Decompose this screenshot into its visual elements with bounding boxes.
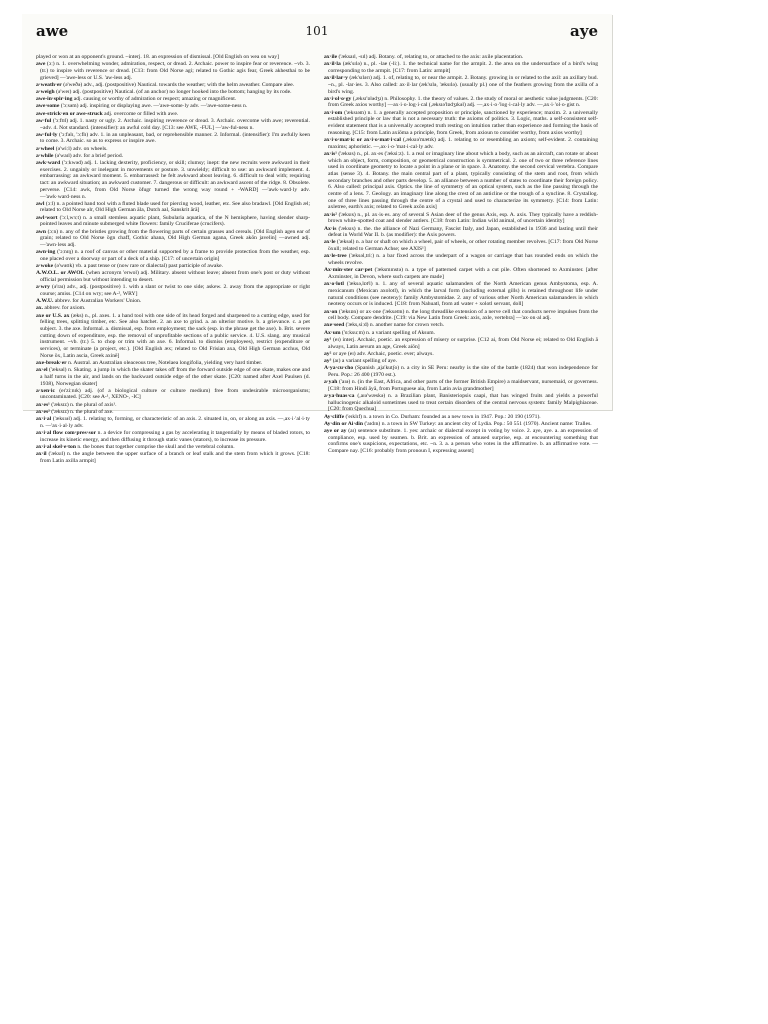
- dictionary-entry: [324, 137, 598, 150]
- entry-headword: awe: [36, 61, 46, 68]
- dictionary-entry: [324, 75, 598, 95]
- entry-headword: ay¹: [324, 336, 332, 343]
- entry-definition: played or won at an opponent's ground. ~interj. 18. an expression of dismissal. [Old English on wea on way]: [36, 54, 279, 60]
- entry-headword: a·woke: [36, 263, 54, 270]
- entry-definition: (ɔːl) n. a pointed hand tool with a fluted blade used for piercing wood, leather, etc. See also bradawl. [Old English æl; related to Old Norse alr, Old High German āla, Dutch aal, Sanskrit ārā]: [40, 200, 310, 214]
- entry-definition: n. Austral. an Australian oleaceous tree, Notelaea longifolia, yielding very hard timber.: [68, 359, 263, 366]
- guide-word-left: awe: [36, 22, 69, 40]
- page-header: [36, 22, 598, 48]
- entry-columns: [36, 54, 599, 464]
- entry-definition: ('æksɪz) n. the plural of axis¹.: [51, 401, 117, 408]
- entry-headword: ay³: [324, 357, 332, 364]
- entry-definition: adj. overcome or filled with awe.: [104, 110, 179, 117]
- entry-definition: (Spanish ,aja'kutʃo) n. a city in SE Peru: nearby is the site of the battle (1824) that won independence for Peru. Pop.: 26 400 (1970 est.).: [328, 365, 598, 378]
- dictionary-entry: [36, 132, 310, 145]
- dictionary-entry: [36, 409, 310, 416]
- entry-definition: abbrev. for axiom.: [44, 305, 86, 312]
- entry-headword: a·xen·ic: [36, 387, 55, 394]
- entry-definition: ('æksə,lɒtˡl) n. 1. any of several aquatic salamanders of the North American genus Ambystoma, esp. A. mexicanum (Mexican axolotl), in which the larval form (including external gills) is retained throughout life under natural conditions (see neoteny): family Ambystomidae. 2. any of various other North American salamanders in which neoteny occurs or is induced. [C18: from Nahuatl, from atl water + xolotl servant, doll]: [328, 281, 598, 308]
- entry-definition: (ɔː) n. 1. overwhelming wonder, admiration, respect, or dread. 2. Archaic. power to inspire fear or reverence. ~vb. 3. (tr.) to inspire with reverence or dread. [C13: from Old Norse agi; related to Gothic agis fear, Greek akhesthai to be grieved] —'awe-less or U.S. 'aw-less adj.: [40, 61, 310, 81]
- entry-headword: a·while: [36, 152, 54, 159]
- dictionary-entry: [36, 444, 310, 451]
- dictionary-entry: [36, 430, 310, 443]
- entry-definition: ('æksəl) n. a bar or shaft on which a wheel, pair of wheels, or other rotating member revolves. [C17: from Old Norse öxull; related to German Achse; see AXIS¹]: [328, 239, 598, 253]
- guide-word-right: aye: [570, 22, 598, 40]
- entry-headword: awl: [36, 200, 45, 207]
- dictionary-entry: [36, 451, 310, 464]
- entry-headword: awn: [36, 228, 46, 235]
- entry-headword: ax.: [36, 305, 43, 312]
- entry-headword: aye or ay: [324, 427, 347, 434]
- dictionary-page: [22, 14, 612, 464]
- entry-definition: ('æksɪəl) adj. 1. relating to, forming, or characteristic of an axis. 2. situated in, on, or along an axis. —,ax·i·'al·i·ty n. —'ax·i·al·ly adv.: [40, 416, 310, 429]
- entry-definition: (eɪ) interj. Archaic, poetic. an expression of misery or surprise. [C12 ai, from Old Norse ei; related to Old English ā always, Latin aevum an age, Greek aiōn]: [328, 336, 598, 350]
- entry-definition: (ɔːn) n. any of the bristles growing from the flowering parts of certain grasses and cereals. [Old English agen ear of grain; related to Old Norse ögn chaff, Gothic ahana, Old High German agana, Greek akōn javelin] —awned adj. —'awn·less adj.: [40, 228, 310, 248]
- dictionary-entry: [36, 284, 310, 297]
- dictionary-entry: [324, 110, 598, 137]
- entry-headword: awk·ward: [36, 160, 61, 167]
- dictionary-entry: [324, 96, 598, 109]
- entry-headword: axe or U.S. ax: [36, 312, 70, 319]
- entry-definition: ('ɔːfʊl) adj. 1. nasty or ugly. 2. Archaic. inspiring reverence or dread. 3. Archaic. overcome with awe; reverential. ~adv. 4. Not standard. (intensifier): an awful cold day. [C13: see AWE, -FUL] —'aw-ful-ness n.: [40, 117, 310, 131]
- dictionary-entry: [36, 305, 310, 312]
- entry-headword: aw·ful·ly: [36, 131, 58, 138]
- entry-definition: n. a device for compressing a gas by accelerating it tangentially by means of bladed rotors, to increase its kinetic energy, and then diffusing it through static vanes (stators), to increase its pressure.: [40, 429, 310, 443]
- entry-headword: ax·el: [36, 367, 48, 374]
- entry-definition: ('aɪə) n. (in the East, Africa, and other parts of the former British Empire) a maidservant, nursemaid, or governess. [C18: from Hindi āyā, from Portuguese aia, from Latin avia grandmother]: [328, 379, 598, 392]
- dictionary-entry: [36, 360, 310, 367]
- dictionary-entry: [324, 358, 598, 365]
- entry-definition: adj. causing or worthy of admiration or respect; amazing or magnificent.: [73, 96, 237, 103]
- entry-definition: ('eɪklɪf) n. a town in Co. Durham: founded as a new town in 1947. Pop.: 20 190 (1971).: [345, 413, 541, 420]
- entry-headword: axe·seed: [324, 322, 345, 329]
- entry-headword: awn·ing: [36, 249, 56, 256]
- entry-definition: ('ɔːnɪŋ) n. a roof of canvas or other material supported by a frame to provide protection from the weather, esp. one placed over a doorway or part of a deck of a ship. [C17: of uncertain origin]: [40, 249, 311, 262]
- dictionary-entry: [36, 153, 310, 160]
- entry-definition: n. the bones that together comprise the skull and the vertebral column.: [77, 443, 235, 450]
- dictionary-entry: [36, 61, 310, 81]
- dictionary-entry: [324, 330, 598, 337]
- entry-headword: axe-break·er: [36, 359, 67, 366]
- entry-headword: aw·ful: [36, 117, 52, 124]
- dictionary-entry: [324, 54, 598, 61]
- entry-headword: ax·is¹: [324, 150, 337, 157]
- entry-definition: (ə'weðə) adv., adj. (postpositive) Nautical. towards the weather; with the helm aweather. Compare alee.: [63, 81, 295, 88]
- entry-headword: ax·i·o·mat·ic or ax·i·o·mat·i·cal: [324, 136, 401, 143]
- entry-headword: ax·on: [324, 308, 338, 315]
- entry-definition: ('æksəl) n. Skating. a jump in which the skater takes off from the forward outside edge of one skate, makes one and a half turns in the air, and lands on the backward outside edge of the other skate. [C20: named after Axel Paulsen (d. 1938), Norwegian skater]: [40, 367, 310, 387]
- entry-definition: ('ɑːksuːm) n. a variant spelling of Aksum.: [341, 329, 436, 336]
- dictionary-entry: [36, 263, 310, 270]
- dictionary-entry: [324, 322, 598, 329]
- entry-definition: (æk'sɪlə) n., pl. -lae (-liː). 1. the technical name for the armpit. 2. the area on the undersurface of a bird's wing corresponding to the armpit. [C17: from Latin: armpit]: [328, 61, 598, 74]
- entry-headword: a·weigh: [36, 89, 55, 96]
- entry-headword: ax·i·om: [324, 109, 343, 116]
- entry-headword: ax·ile: [324, 54, 338, 60]
- dictionary-entry: [324, 337, 598, 350]
- entry-definition: (ə'waɪl) adv. for a brief period.: [54, 152, 124, 159]
- dictionary-entry: [36, 160, 310, 200]
- dictionary-entry: [36, 146, 310, 153]
- entry-headword: Ay·cliffe: [324, 413, 345, 420]
- dictionary-entry: [36, 82, 310, 89]
- entry-definition: (ə'weɪ) adj. (postpositive) Nautical. (of an anchor) no longer hooked into the bottom; hanging by its rode.: [56, 89, 292, 96]
- entry-headword: ax·i·al skel·e·ton: [36, 443, 76, 450]
- dictionary-entry: [324, 61, 598, 74]
- entry-definition: ('æksəl,triː) n. a bar fixed across the underpart of a wagon or carriage that has rounded ends on which the wheels revolve.: [328, 253, 598, 267]
- entry-headword: Ay·din or Ai·din: [324, 420, 363, 427]
- entry-headword: ax·es²: [36, 408, 50, 415]
- entry-definition: ('æksɪs) n., pl. ax·es ('æksiːz). 1. a real or imaginary line about which a body, such as an aircraft, can rotate or about which an object, form, composition, or geometrical construction is symmetrical. 2. one of two or three reference lines used in coordinate geometry to locate a point in a plane or in space. 3. Anatomy. the second cervical vertebra. Compare atlas (sense 3). 4. Botany. the main central part of a plant, typically consisting of the stem and root, from which secondary branches and other parts develop. 5. an alliance between a number of states to coordinate their foreign policy. 6. Also called: principal axis. Optics. the line of symmetry of an optical system, such as the line passing through the centre of a lens. 7. Geology. an imaginary line along the crest of an anticline or the trough of a syncline. 8. Crystallog. one of three lines passing through the centre of a crystal and used to characterize its symmetry. [C14: from Latin: axletree, earth's axis; related to Greek axōn axis]: [328, 150, 598, 211]
- dictionary-entry: [36, 402, 310, 409]
- dictionary-entry: [324, 351, 598, 358]
- dictionary-entry: [36, 298, 310, 305]
- dictionary-entry: [36, 249, 310, 262]
- entry-definition: (eɪ'ziːnɪk) adj. (of a biological culture or culture medium) free from undesirable microorganisms; uncontaminated. [C20: see A-¹, XENO-, -IC]: [40, 387, 310, 401]
- dictionary-entry: [324, 253, 598, 266]
- dictionary-entry: [324, 212, 598, 225]
- dictionary-entry: [324, 309, 598, 322]
- entry-headword: ax·i·ol·o·gy: [324, 95, 352, 102]
- entry-headword: ax·es¹: [36, 401, 50, 408]
- dictionary-entry: [36, 270, 310, 283]
- dictionary-entry: [36, 54, 310, 61]
- entry-headword: awe-in·spir·ing: [36, 96, 73, 103]
- entry-headword: Ax·min·ster car·pet: [324, 267, 373, 274]
- entry-definition: ('ɔːl,wɜːt) n. a small stemless aquatic plant, Subularia aquatica, of the N hemisphere, having slender sharp-pointed leaves and minute submerged white flowers: family Cruciferae (crucifers).: [40, 214, 310, 228]
- dictionary-entry: [324, 239, 598, 252]
- dictionary-entry: [36, 103, 310, 110]
- entry-definition: (æks) n., pl. axes. 1. a hand tool with one side of its head forged and sharpened to a cutting edge, used for felling trees, splitting timber, etc. See also hatchet. 2. an axe to grind. a. an ulterior motive. b. a grievance. c. a pet subject. 3. the axe. Informal. a. dismissal, esp. from employment; the sack (esp. in the phrase get the axe). b. Brit. severe cutting down of expenditure, esp. the removal of unprofitable sections of a public service. 4. U.S. slang. any musical instrument. ~vb. (tr.) 5. to chop or trim with an axe. 6. Informal. to dismiss (employees), restrict (expenditure or services), or terminate (a project, etc.). [Old English æx; related to Old Frisian axa, Old High German acchus, Old Norse öx, Latin ascia, Greek axinē]: [40, 312, 310, 359]
- entry-headword: ax·il: [36, 451, 47, 458]
- left-column: [36, 54, 311, 464]
- dictionary-entry: [36, 367, 310, 387]
- entry-headword: ax·il·la: [324, 61, 341, 68]
- dictionary-entry: [36, 111, 310, 118]
- entry-headword: ax·le: [324, 239, 336, 246]
- entry-headword: Ax·is: [324, 225, 337, 232]
- entry-headword: awe·some: [36, 103, 60, 110]
- entry-definition: (,aɪə'wæskə) n. a Brazilian plant, Banisteriopsis caapi, that has winged fruits and yields a powerful hallucinogenic alkaloid sometimes used to treat certain disorders of the central nervous system: family Malpighiaceae. [C20: from Quechua]: [328, 392, 598, 413]
- entry-definition: abbrev. for Australian Workers' Union.: [54, 298, 142, 305]
- dictionary-entry: [36, 313, 310, 360]
- entry-definition: (when acronym 'erwol) adj. Military. absent without leave; absent from one's post or duty without official permission but without intending to desert.: [40, 270, 310, 283]
- entry-definition: ('æksɒn) or ax·one ('æksəʊn) n. the long threadlike extension of a nerve cell that conducts nerve impulses from the cell body. Compare dendrite. [C19: via New Latin from Greek: axis, axle, vertebra] —'ax·on·al adj.: [328, 308, 598, 322]
- dictionary-entry: [324, 151, 598, 211]
- entry-definition: ('æksaɪl, -sɪl) adj. Botany. of, relating to, or attached to the axis: axile placentation.: [338, 54, 524, 60]
- entry-definition: ('ɔːfəlɪ, 'ɔːflɪ) adv. 1. in an unpleasant, bad, or reprehensible manner. 2. Informal. (intensifier): I'm awfully keen to come. 3. Archaic. so as to express or inspire awe.: [40, 131, 310, 145]
- entry-headword: ax·il·lar·y: [324, 75, 348, 82]
- entry-definition: (,æksɪə'mætɪk) adj. 1. relating to or resembling an axiom; self-evident. 2. containing maxims; aphoristic. —,ax·i·o·'mat·i·cal·ly adv.: [328, 136, 598, 150]
- dictionary-entry: [36, 416, 310, 429]
- dictionary-entry: [324, 414, 598, 421]
- entry-headword: ay²: [324, 350, 332, 357]
- entry-headword: a·weath·er: [36, 81, 62, 88]
- dictionary-entry: [324, 428, 598, 455]
- entry-definition: ('æksɪz) n. the plural of axe.: [51, 408, 114, 415]
- dictionary-entry: [324, 267, 598, 280]
- entry-definition: ('æksmɪnstə) n. a type of patterned carpet with a cut pile. Often shortened to Axminster. [after Axminster, in Devon, where such carpets are made]: [328, 267, 599, 280]
- dictionary-entry: [36, 89, 310, 96]
- entry-headword: A.W.O.L. or AWOL: [36, 270, 85, 277]
- entry-definition: ('ɔːsəm) adj. inspiring or displaying awe. —'awe-some·ly adv. —'awe-some-ness n.: [60, 103, 248, 110]
- dictionary-entry: [324, 281, 598, 308]
- dictionary-entry: [324, 421, 598, 428]
- entry-definition: (ə'raɪ) adv., adj. (postpositive) 1. with a slant or twist to one side; askew. 2. away from the appropriate or right course; amiss. [C14 on wry; see A-², WRY]: [40, 284, 310, 297]
- page-number: 101: [305, 24, 329, 38]
- entry-headword: Ax·um: [324, 329, 341, 336]
- entry-headword: a·wheel: [36, 145, 55, 152]
- entry-definition: (ə'wiːl) adv. on wheels.: [55, 145, 108, 152]
- entry-headword: awe-strick·en or awe-struck: [36, 110, 103, 117]
- entry-definition: ('ɔːkwəd) adj. 1. lacking dexterity, proficiency, or skill; clumsy; inept: the new recruits were awkward in their exercises. 2. ungainly or inelegant in movements or posture. 3. unwieldy; difficult to use: an awkward implement. 4. embarrassing: an awkward moment. 5. embarrassed: he felt awkward about leaving. 6. difficult to deal with; requiring tact: an awkward situation; an awkward customer. 7. dangerous or difficult: an awkward ascent of the ridge. 8. Obsolete. perverse. [C14: awk, from Old Norse öfugr turned the wrong way round + -WARD] —'awk·ward·ly adv. —'awk·ward·ness n.: [40, 160, 310, 200]
- dictionary-entry: [36, 96, 310, 103]
- entry-definition: (aɪ) sentence substitute. 1. yes: archaic or dialectal except in voting by voice. 2. aye, aye. a. an expression of compliance, esp. used by seamen. b. Brit. an expression of amused surprise, esp. at encountering something that confirms one's suspicions, expectations, etc. ~n. 3. a. a person who votes in the affirmative. b. an affirmative vote. —Compare nay. [C16: probably from pronoun I, expressing assent]: [328, 427, 598, 455]
- entry-definition: ('æks,siːd) n. another name for crown vetch.: [345, 322, 445, 329]
- entry-headword: ax·le-tree: [324, 253, 347, 260]
- entry-headword: ax·i·al: [36, 416, 52, 423]
- entry-definition: ('æksɪəm) n. 1. a generally accepted proposition or principle, sanctioned by experience; maxim. 2. a universally established principle or law that is not a necessary truth: the axioms of politics. 3. Logic, maths. a self-consistent self-evident statement that is a universally accepted truth resting on intuition rather than experience and forming the basis of reasoning. [C15: from Latin axiōma a principle, from Greek, from axioun to consider worthy, from axios worthy]: [328, 109, 598, 136]
- entry-definition: ('æksɪs) n., pl. ax·is·es. any of several S Asian deer of the genus Axis, esp. A. axis. They typically have a reddish-brown white-spotted coat and slender antlers. [C18: from Latin: Indian wild animal, of uncertain identity]: [328, 211, 598, 225]
- dictionary-entry: [324, 379, 598, 392]
- right-column: [324, 54, 599, 455]
- entry-definition: (aɪ) a variant spelling of aye.: [332, 357, 397, 364]
- dictionary-entry: [324, 365, 598, 378]
- entry-headword: A.W.U.: [36, 298, 54, 305]
- dictionary-entry: [36, 201, 310, 214]
- dictionary-entry: [324, 393, 598, 413]
- entry-headword: ax·is²: [324, 211, 337, 218]
- dictionary-entry: [36, 118, 310, 131]
- entry-definition: ('æksɪs) n. the. the alliance of Nazi Germany, Fascist Italy, and Japan, established in 1936 and lasting until their defeat in World War II. b. (as modifier): the Axis powers.: [328, 225, 598, 239]
- entry-headword: a·yah: [324, 379, 338, 386]
- entry-definition: or aye (eɪ) adv. Archaic, poetic. ever; always.: [332, 350, 434, 357]
- entry-definition: (ə'wəʊk) vb. a past tense or (now rare or dialectal) past participle of awake.: [54, 263, 224, 270]
- entry-definition: ('æksɪl) n. the angle between the upper surface of a branch or leaf stalk and the stem from which it grows. [C18: from Latin axilla armpit]: [40, 451, 310, 464]
- entry-headword: ax·o·lotl: [324, 281, 344, 288]
- entry-definition: (,æksɪ'ɒlədʒɪ) n. Philosophy. 1. the theory of values. 2. the study of moral or aesthetic value judgments. [C20: from Greek axios worthy] —ax·i·o·log·i·cal (,æksɪə'lɒdʒɪkəl) adj. —,ax·i·o·'log·i·cal·ly adv. —,ax·i·'ol·o·gist n.: [328, 95, 598, 109]
- entry-definition: (æk'sɪlərɪ) adj. 1. of, relating to, or near the armpit. 2. Botany. growing in or related to the axil: an axillary bud. ~n., pl. -lar·ies. 3. Also called: ax·il·lar (æk'sɪlə, 'æksɪlə). (usually pl.) one of the feathers growing from the axilla of a bird's wing.: [328, 75, 598, 95]
- dictionary-entry: [36, 388, 310, 401]
- entry-headword: A·ya·cu·cho: [324, 365, 354, 372]
- dictionary-entry: [324, 226, 598, 239]
- entry-headword: a·wry: [36, 284, 50, 291]
- dictionary-entry: [36, 215, 310, 228]
- dictionary-entry: [36, 229, 310, 249]
- entry-definition: ('aɪdɪn) n. a town in SW Turkey: an ancient city of Lydia. Pop.: 50 551 (1970). Ancient name: Tralles.: [364, 420, 592, 427]
- entry-headword: a·ya·huas·ca: [324, 392, 355, 399]
- entry-headword: awl·wort: [36, 214, 58, 221]
- entry-headword: ax·i·al flow com·pres·sor: [36, 429, 97, 436]
